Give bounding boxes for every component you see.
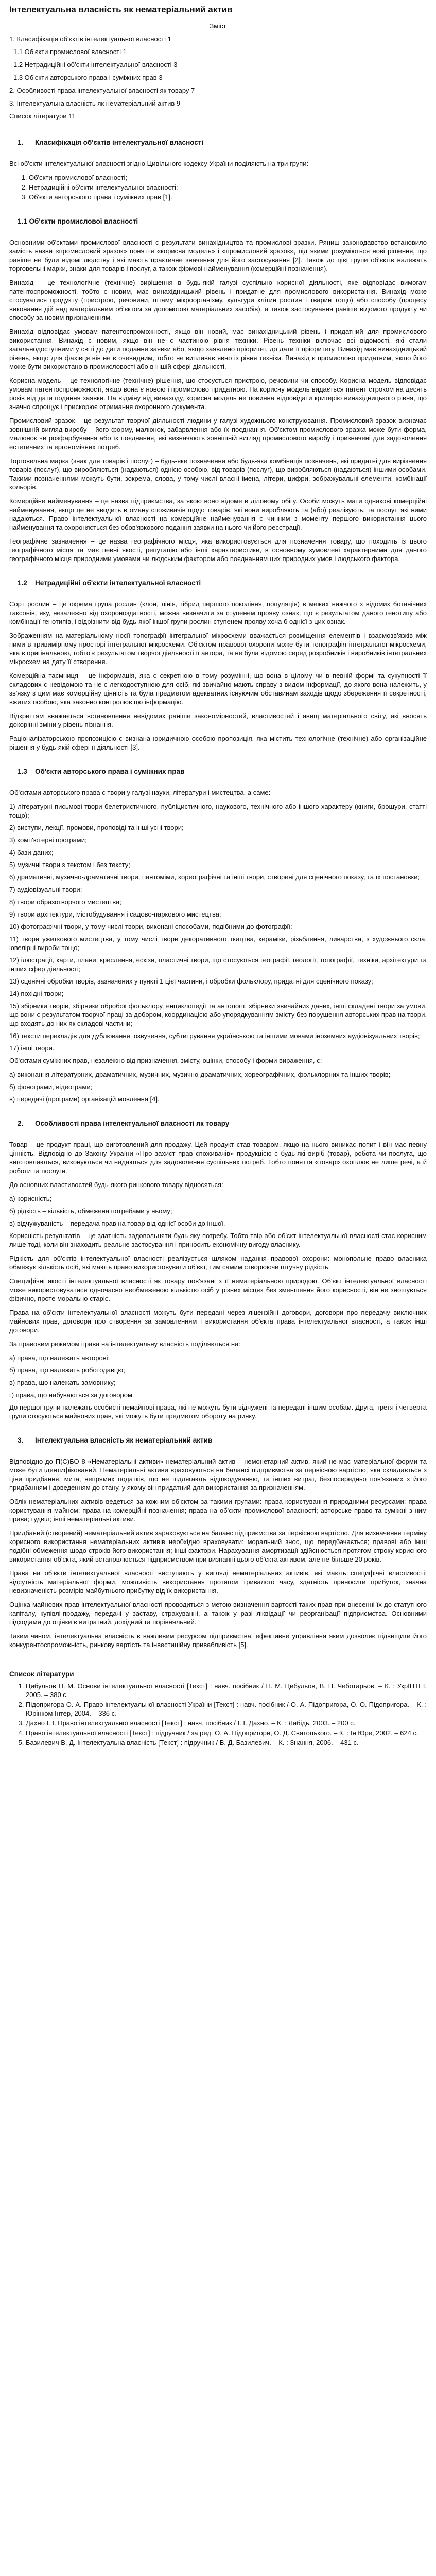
list-item: 12) ілюстрації, карти, плани, креслення, ескізи, пластичні твори, що стосуються географії, геології, топографії, техніки, архітектури та інших сфер діяльності; (9, 956, 427, 973)
paragraph: За правовим режимом права на інтелектуальну власність поділяються на: (9, 1340, 240, 1348)
section-title: Особливості права інтелектуальної власності як товару (35, 1120, 230, 1127)
toc-item[interactable]: 1. Класифікація об'єктів інтелектуальної власності 1 (9, 35, 171, 43)
section-heading (18, 1436, 427, 1445)
reference-item: 5. Базилевич В. Д. Інтелектуальна власність [Текст] : підручник / В. Д. Базилевич. – К. : Знання, 2006. – 431 с. (26, 1738, 427, 1747)
list-item: 3) комп'ютерні програми; (9, 836, 87, 844)
document-title: Інтелектуальна власність як нематеріальний актив (9, 5, 233, 14)
references-list (26, 1682, 427, 1747)
list-item: 6) драматичні, музично-драматичні твори, пантоміми, хореографічні та інші твори, створені для сценічного показу, та їх постановки; (9, 873, 420, 881)
toc-item[interactable]: 3. Інтелектуальна власність як нематеріальний актив 9 (9, 99, 181, 107)
section-heading (18, 138, 427, 147)
list-item: 2. Нетрадиційні об'єкти інтелектуальної власності; (29, 183, 427, 192)
paragraph: Комерційне найменування – це назва підприємства, за якою воно відоме в діловому обігу. Особи можуть мати однакові комерційні найменування, якщо це не вводить в оману споживачів щодо товарів, які вони виробляють та (або) реалізують, та послуг, які ними надаються. Право інтелектуальної власності на комерційне найменування є чинним з моменту першого використання цього найменування та охороняється без обов'язкового подання заявки на нього чи його реєстрації. (9, 497, 427, 531)
paragraph: Відповідно до П(С)БО 8 «Нематеріальні активи» нематеріальний актив – немонетарний актив, який не має матеріальної форми та може бути ідентифікований. Нематеріальні активи враховуються на балансі підприємства за первісною вартістю, яка складається з ціни придбання, мита, непрямих податків, що не підлягають відшкодуванню, та інших витрат, безпосередньо пов'язаних з його придбанням і доведенням до стану, у якому він придатний для використання за призначенням. (9, 1458, 427, 1492)
paragraph: Корисність результатів – це здатність задовольняти будь-яку потребу. Тобто твір або об'єкт інтелектуальної власності стає корисним лише тоді, коли він знаходить реальне застосування і приносить економічну вигоду власнику. (9, 1232, 427, 1248)
references-heading: Список літератури (9, 1670, 74, 1678)
list-item: а) корисність; (9, 1195, 52, 1202)
list-item: 4) бази даних; (9, 849, 54, 856)
list-item: 5) музичні твори з текстом і без тексту; (9, 861, 130, 869)
list-item: 17) інші твори. (9, 1044, 55, 1052)
paragraph: Специфічні якості інтелектуальної власності як товару пов'язані з її нематеріальною природою. Об'єкт інтелектуальної власності може використовуватися одночасно необмеженою кількістю осіб у різних місцях без зменшення його корисності, він не зношується фізично, проте морально старіє. (9, 1277, 427, 1302)
paragraph: Відкриттям вважається встановлення невідомих раніше закономірностей, властивостей і явищ матеріального світу, які вносять докорінні зміни у рівень пізнання. (9, 712, 427, 728)
list-item: б) рідкість – кількість, обмежена потребами у ньому; (9, 1207, 172, 1215)
paragraph: Основними об'єктами промислової власності є результати винахідництва та промислові зразки. Ряниш законодавство встановило замість назви «промисловий зразок» поняття «корисна модель» і «промисловий зразок», під якими розуміються нові рішення, що раніше не були відомі людству і які мають практичне значення для його застосування [2]. Також до цієї групи об'єктів належать торговельні марки, знаки для товарів і послуг, а також фірмові найменування (комерційні позначення). (9, 239, 427, 273)
section-heading: 1.1 Об'єкти промислової власності (18, 217, 138, 225)
toc-item[interactable]: 2. Особливості права інтелектуальної власності як товару 7 (9, 87, 195, 94)
list-item: а) права, що належать авторові; (9, 1354, 110, 1362)
paragraph: Об'єктами авторського права є твори у галузі науки, літератури і мистецтва, а саме: (9, 789, 271, 796)
list-item: 14) похідні твори; (9, 990, 64, 997)
paragraph: До основних властивостей будь-якого ринкового товару відносяться: (9, 1181, 223, 1189)
paragraph: Сорт рослин – це окрема група рослин (клон, лінія, гібрид першого покоління, популяція) в межах нижчого з відомих ботанічних таксонів, яку, незалежно від охороноздатності, можна визначити за ступенем прояву ознак, що є результатом даного генотипу або комбінації генотипів, і відрізнити від будь-якої іншої групи рослин ступенем прояву хоча б однієї з цих ознак. (9, 600, 427, 625)
list-item: 13) сценічні обробки творів, зазначених у пункті 1 цієї частини, і обробки фольклору, придатні для сценічного показу; (9, 977, 373, 985)
list-item: 2) виступи, лекції, промови, проповіді та інші усні твори; (9, 824, 184, 832)
reference-item: 4. Право інтелектуальної власності [Текст] : підручник / за ред. О. А. Підопригори, О. Д. Святоцького. – К. : Ін Юре, 2002. – 624 с. (26, 1728, 427, 1737)
section-heading (18, 767, 427, 776)
paragraph: До першої групи належать особисті немайнові права, які не можуть бути відчужені та передані іншим особам. Друга, третя і четверта групи стосуються майнових прав, які можуть бути предметом обороту на ринку. (9, 1403, 427, 1420)
list-item: в) права, що належать замовнику; (9, 1379, 116, 1386)
paragraph: Корисна модель – це технологічне (технічне) рішення, що стосується пристрою, речовини чи способу. Корисна модель відповідає умовам патентоспроможності, якщо вона є новою і промислово придатною. На корисну модель видається патент строком на десять років від дати подання заявки. На відміну від винаходу, корисна модель не повинна відповідати критерію винахідницького рівня, що значно спрощує і прискорює отримання охоронного документа. (9, 377, 427, 411)
paragraph: Комерційна таємниця – це інформація, яка є секретною в тому розумінні, що вона в цілому чи в певній формі та сукупності її складових є невідомою та не є легкодоступною для осіб, які звичайно мають справу з видом інформації, до якого вона належить, у зв'язку з цим має комерційну цінність та була предметом адекватних існуючим обставинам заходів щодо збереження її секретності, вжитих особою, яка законно контролює цю інформацію. (9, 672, 427, 706)
paragraph: Придбаний (створений) нематеріальний актив зараховується на баланс підприємства за первісною вартістю. Для визначення терміну корисного використання нематеріальних активів необхідно враховувати: моральний знос, що передбачається; правові або інші подібні обмеження щодо строків його використання; інші фактори. Нарахування амортизації здійснюється протягом строку корисного використання об'єкта, який встановлюється підприємством при визнанні цього об'єкта активом, але не більше 20 років. (9, 1529, 427, 1563)
list-item: 1. Об'єкти промислової власності; (29, 173, 427, 182)
section-title: Нетрадиційні об'єкти інтелектуальної власності (35, 579, 201, 587)
toc-heading: Зміст (210, 22, 226, 30)
section-number: 1. (18, 139, 24, 146)
paragraph: Таким чином, інтелектуальна власність є важливим ресурсом підприємства, ефективне управління яким дозволяє підвищити його конкурентоспроможність, ринкову вартість та інвестиційну привабливість [5]. (9, 1632, 427, 1649)
list-item: 8) твори образотворчого мистецтва; (9, 898, 121, 906)
list-item: 3. Об'єкти авторського права і суміжних прав [1]. (29, 193, 427, 201)
object-groups-list (29, 173, 427, 201)
list-item: 1) літературні письмові твори белетристичного, публіцистичного, наукового, технічного або іншого характеру (книги, брошури, статті тощо); (9, 803, 427, 819)
list-item: в) передачі (програми) організацій мовлення [4]. (9, 1095, 160, 1103)
list-item: 9) твори архітектури, містобудування і садово-паркового мистецтва; (9, 910, 221, 918)
list-item: 11) твори ужиткового мистецтва, у тому числі твори декоративного ткацтва, кераміки, різьблення, ливарства, з художнього скла, ювелірні вироби тощо; (9, 935, 427, 952)
paragraph: Рідкість для об'єктів інтелектуальної власності реалізується шляхом надання правової охорони: монопольне право власника обмежує кількість осіб, які мають право використовувати об'єкт, тим самим створюючи штучну рідкість. (9, 1255, 427, 1271)
list-item: б) фонограми, відеограми; (9, 1083, 93, 1091)
table-of-contents (9, 22, 427, 121)
section-heading (18, 579, 427, 587)
section-title: Інтелектуальна власність як нематеріальний актив (35, 1436, 213, 1444)
reference-item: 1. Цибульов П. М. Основи інтелектуальної власності [Текст] : навч. посібник / П. М. Цибульов, В. П. Чеботарьов. – К. : УкрІНТЕІ, 2005. – 380 с. (26, 1682, 427, 1699)
list-item: в) відчужуваність – передача прав на товар від однієї особи до іншої. (9, 1219, 225, 1227)
list-item: 10) фотографічні твори, у тому числі твори, виконані способами, подібними до фотографії; (9, 923, 292, 930)
paragraph: Права на об'єкти інтелектуальної власності виступають у вигляді нематеріальних активів, які мають специфічні властивості: відсутність матеріальної форми, можливість використання протягом тривалого часу, здатність приносити прибуток, значна невизначеність розмірів майбутнього прибутку від їх використання. (9, 1569, 427, 1595)
list-item: б) права, що належать роботодавцю; (9, 1366, 125, 1374)
toc-item[interactable]: 1.2 Нетрадиційні об'єкти інтелектуальної власності 3 (13, 61, 178, 69)
reference-item: 3. Дахно І. І. Право інтелектуальної власності [Текст] : навч. посібник / І. І. Дахно. – К. : Либідь, 2003. – 200 с. (26, 1719, 427, 1727)
paragraph: Промисловий зразок – це результат творчої діяльності людини у галузі художнього конструювання. Промисловий зразок визначає зовнішній вигляд виробу – його форму, малюнок, забарвлення або їх поєднання. Об'єктом промислового зразка може бути форма, малюнок чи розфарбування або їх поєднання, які визначають зовнішній вигляд промислового виробу і призначені для задоволення естетичних та ергономічних потреб. (9, 417, 427, 451)
paragraph: Винахід – це технологічне (технічне) вирішення в будь-якій галузі суспільно корисної діяльності, яке відповідає вимогам патентоспроможності, тобто є новим, має винахідницький рівень і придатне для промислового використання. Винахід може стосуватися продукту (пристрою, речовини, штаму мікроорганізму, культури клітин рослин і тварин тощо) або способу (процесу виконання дій над матеріальним об'єктом за допомогою матеріальних засобів), а також застосування раніше відомого продукту чи способу за новим призначенням. (9, 279, 427, 321)
paragraph: Об'єктами суміжних прав, незалежно від призначення, змісту, оцінки, способу і форми вираження, є: (9, 1057, 322, 1064)
section-number: 2. (18, 1120, 24, 1127)
paragraph: Оцінка майнових прав інтелектуальної власності проводиться з метою визначення вартості таких прав при внесенні їх до статутного капіталу, купівлі-продажу, передачі у заставу, страхуванні, а також у разі ліквідації чи реорганізації підприємства. Основними підходами до оцінки є витратний, дохідний та порівняльний. (9, 1601, 427, 1626)
list-item: г) права, що набуваються за договором. (9, 1391, 134, 1399)
section-number: 3. (18, 1436, 24, 1444)
paragraph: Винахід відповідає умовам патентоспроможності, якщо він новий, має винахідницький рівень і придатний для промислового використання. Винахід є новим, якщо він не є частиною рівня техніки. Рівень техніки включає всі відомості, які стали загальнодоступними у світі до дати подання заявки або, якщо заявлено пріоритет, до дати її пріоритету. Винахід має винахідницький рівень, якщо для фахівця він не є очевидним, тобто не випливає явно із рівня техніки. Винахід є промислово придатним, якщо його може бути використано в промисловості або в іншій сфері діяльності. (9, 328, 427, 370)
list-item: 7) аудіовізуальні твори; (9, 886, 82, 893)
toc-item[interactable]: Список літератури 11 (9, 112, 76, 120)
paragraph: Зображенням на матеріальному носії топографії інтегральної мікросхеми вважається розміщення елементів і взаємозв'язків між ними в тривимірному просторі інтегральної мікросхеми. Об'єктом правової охорони може бути топографія інтегральної мікросхеми, яка є оригінальною, тобто є результатом творчої діяльності її автора, та не була відомою серед розробників і виробників інтегральних мікросхем на дату її створення. (9, 632, 427, 666)
section-title: Класифікація об'єктів інтелектуальної власності (35, 139, 204, 146)
paragraph: Облік нематеріальних активів ведеться за кожним об'єктом за такими групами: права користування природними ресурсами; права користування майном; права на комерційні позначення; права на об'єкти промислової власності; авторське право та суміжні з ним права; гудвіл; інші нематеріальні активи. (9, 1498, 427, 1523)
section-heading (18, 1119, 427, 1128)
paragraph: Торговельна марка (знак для товарів і послуг) – будь-яке позначення або будь-яка комбінація позначень, які придатні для вирізнення товарів (послуг), що виробляються (надаються) однією особою, від товарів (послуг), що виробляються (надаються) іншими особами. Такими позначеннями можуть бути, зокрема, слова, у тому числі власні імена, літери, цифри, зображувальні елементи, комбінації кольорів. (9, 457, 427, 491)
section-title: Об'єкти авторського права і суміжних прав (35, 768, 185, 775)
toc-item[interactable]: 1.3 Об'єкти авторського права і суміжних прав 3 (13, 74, 163, 81)
section-number: 1.3 (18, 768, 27, 775)
paragraph: Всі об'єкти інтелектуальної власності згідно Цивільного кодексу України поділяють на три групи: (9, 160, 309, 167)
toc-item[interactable]: 1.1 Об'єкти промислової власності 1 (13, 48, 127, 56)
paragraph: Географічне зазначення – це назва географічного місця, яка використовується для позначення товару, що походить із цього географічного місця та має певні якості, репутацію або інші характеристики, в основному зумовлені характерними для даного географічного місця природними умовами чи людським фактором або поєднанням цих природних умов і людського фактора. (9, 537, 427, 563)
list-item: 15) збірники творів, збірники обробок фольклору, енциклопедії та антології, збірники звичайних даних, інші складені твори за умови, що вони є результатом творчої праці за добором, координацією або упорядкуванням змісту без порушення авторських прав на твори, що входять до них як складові частини; (9, 1002, 427, 1027)
reference-item: 2. Підопригора О. А. Право інтелектуальної власності України [Текст] : навч. посібник / О. А. Підопригора, О. О. Підопригора. – К. : Юрінком Інтер, 2004. – 336 с. (26, 1700, 427, 1718)
section-number: 1.2 (18, 579, 27, 587)
list-item: а) виконання літературних, драматичних, музичних, музично-драматичних, хореографічних, фольклорних та інших творів; (9, 1071, 391, 1078)
paragraph: Раціоналізаторською пропозицією є визнана юридичною особою пропозиція, яка містить технологічне (технічне) або організаційне рішення у будь-якій сфері її діяльності [3]. (9, 735, 427, 751)
paragraph: Права на об'єкти інтелектуальної власності можуть бути передані через ліцензійні договори, договори про передачу виключних майнових прав, договори про створення за замовленням і використання об'єкта права інтелектуальної власності, а також інші договори. (9, 1309, 427, 1334)
list-item: 16) тексти перекладів для дублювання, озвучення, субтитрування українською та іншими мовами іноземних аудіовізуальних творів; (9, 1032, 420, 1040)
paragraph: Товар – це продукт праці, що виготовлений для продажу. Цей продукт став товаром, якщо на нього виникає попит і він має певну цінність. Відповідно до Закону України «Про захист прав споживачів» продукцією є будь-які виріб (товар), робота чи послуга, що виготовляються, виконуються чи надаються для задоволення суспільних потреб. Тобто поняття «товар» охоплює не лише речі, а й роботи та послуги. (9, 1141, 427, 1175)
